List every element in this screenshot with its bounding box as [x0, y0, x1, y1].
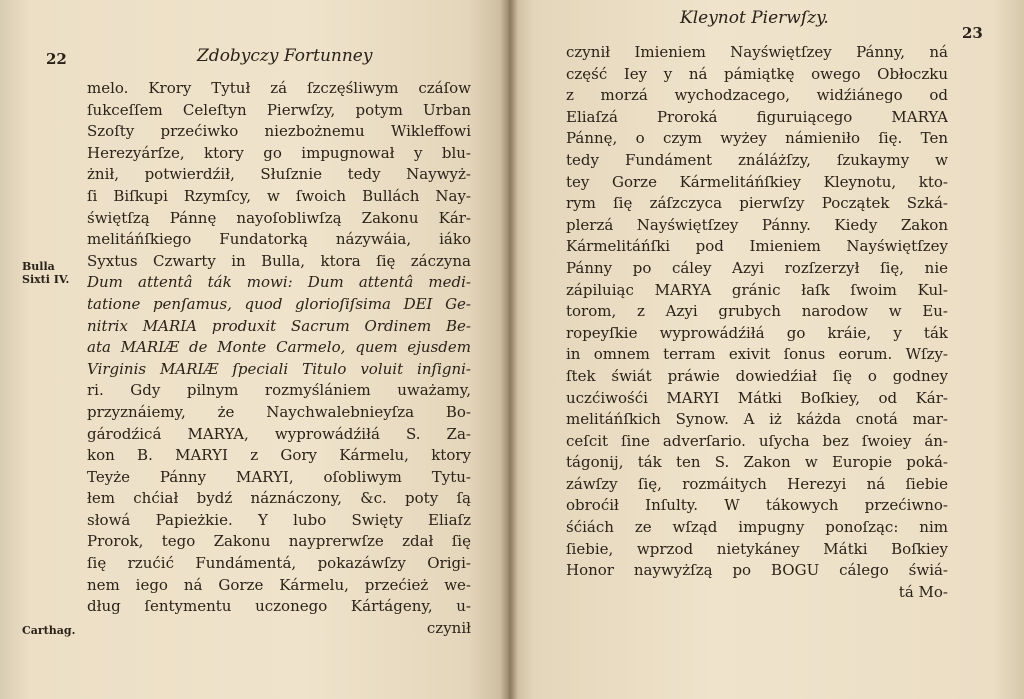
text-line: ſię rzućić Fundámentá, pokazáwſzy Origi- [87, 554, 471, 573]
text-line: Pánny po cáley Azyi rozſzerzył ſię, nie [566, 258, 948, 277]
text-line: ſtek świát práwie dowiedźiał ſię o godney [566, 366, 948, 385]
text-line: Dum attentâ ták mowi: Dum attentâ medi- [87, 273, 471, 292]
page-number-left: 22 [46, 50, 67, 68]
margin-note-carthag: Carthag. [22, 624, 76, 637]
book-gutter [500, 0, 518, 699]
left-page-body-text [87, 78, 471, 639]
text-line: tatione penſamus, quod glorioſiſsima DEI Ge- [87, 294, 471, 313]
text-line: część Iey y ná pámiątkę owego Obłoczku [566, 64, 948, 83]
text-line: z morzá wychodzacego, widźiánego od [566, 86, 948, 105]
text-line: melitáńſkich Synow. A iż káżda cnotá mar- [566, 410, 948, 429]
text-line: rym ſię záſzczyca pierwſzy Początek Szká- [566, 194, 948, 213]
text-line: tedy Fundáment ználáżſzy, ſzukaymy w [566, 150, 948, 169]
text-line: świętſzą Pánnę nayoſobliwſzą Zakonu Kár- [87, 208, 471, 227]
text-line: uczćiwośći MARYI Mátki Boſkiey, od Kár- [566, 388, 948, 407]
running-head-right: Kleynot Pierwſzy. [680, 8, 829, 28]
text-line: ropeyſkie wyprowádźiłá go kráie, y ták [566, 323, 948, 342]
text-line: śćiách ze wſząd impugny ponoſząc: nim [566, 518, 948, 537]
text-line: ſi Biſkupi Rzymſcy, w ſwoich Bullách Nay- [87, 186, 471, 205]
text-line: nitrix MARIA produxit Sacrum Ordinem Be- [87, 316, 471, 335]
text-line: obroćił Inſulty. W tákowych przećiwno- [566, 496, 948, 515]
text-line: melo. Krory Tytuł zá ſzczęśliwym czáſow [87, 79, 471, 97]
text-line: żnił, potwierdźił, Słuſznie tedy Naywyż- [87, 165, 471, 184]
text-line: Prorok, tego Zakonu nayprerwſze zdał ſię [87, 532, 471, 551]
margin-note-bulla: Bulla Sixti IV. [22, 260, 70, 286]
right-page-body-text [566, 42, 948, 603]
running-head-left: Zdobyczy Fortunney [197, 46, 373, 66]
text-line: ſiebie, wprzod nietykáney Mátki Boſkiey [566, 539, 948, 558]
text-line: zápiluiąc MARYA gránic łaſk ſwoim Kul- [566, 280, 948, 299]
text-line: czynił Imieniem Nayświętſzey Pánny, ná [566, 43, 948, 61]
text-line: ri. Gdy pilnym rozmyślániem uważamy, [87, 381, 471, 400]
text-line: dług ſentymentu uczonego Kártágeny, u- [87, 597, 471, 616]
catchword-left: czynił [426, 618, 471, 637]
text-line: kon B. MARYI z Gory Kármelu, ktory [87, 446, 471, 465]
text-line: torom, z Azyi grubych narodow w Eu- [566, 302, 948, 321]
text-line: tágonij, ták ten S. Zakon w Europie poká- [566, 453, 948, 472]
text-line: Herezyárſze, ktory go impugnował y blu- [87, 143, 471, 162]
text-line: záwſzy ſię, rozmáitych Herezyi ná ſiebie [566, 474, 948, 493]
text-line: Kármelitáńſki pod Imieniem Nayświętſzey [566, 237, 948, 256]
text-line: nem iego ná Gorze Kármelu, przećież we- [87, 575, 471, 594]
text-line: Honor naywyżſzą po BOGU cálego świá- [566, 561, 948, 580]
text-line: łem chćiał bydź náznáczony, &c. poty ſą [87, 489, 471, 508]
text-line: in omnem terram exivit ſonus eorum. Wſzy- [566, 345, 948, 364]
text-line: ata MARIÆ de Monte Carmelo, quem ejusdem [87, 338, 471, 357]
text-line: ſukceſſem Celeſtyn Pierwſzy, potym Urban [87, 100, 471, 119]
page-number-right: 23 [962, 24, 983, 42]
text-line: słowá Papieżkie. Y lubo Swięty Eliaſz [87, 510, 471, 529]
text-line: Pánnę, o czym wyżey námieniło ſię. Ten [566, 129, 948, 148]
text-line: plerzá Nayświętſzey Pánny. Kiedy Zakon [566, 215, 948, 234]
text-line: Eliaſzá Proroká figuruiącego MARYA [566, 107, 948, 126]
catchword-right: tá Mo- [898, 582, 948, 601]
text-line: Virginis MARIÆ ſpeciali Titulo voluit inſigni- [87, 359, 471, 378]
text-line: Szoſty przećiwko niezbożnemu Wikleffowi [87, 122, 471, 141]
text-line: melitáńſkiego Fundatorką názywáia, iáko [87, 230, 471, 249]
text-line: przyznáiemy, że Naychwalebnieyſza Bo- [87, 402, 471, 421]
text-line: Teyże Pánny MARYI, oſobliwym Tytu- [87, 467, 471, 486]
left-page [0, 0, 508, 699]
text-line: ceſcit ſine adverſario. uſycha bez ſwoiey án- [566, 431, 948, 450]
text-line: gárodźicá MARYA, wyprowádźiłá S. Za- [87, 424, 471, 443]
text-line: Syxtus Czwarty in Bulla, ktora ſię záczyna [87, 251, 471, 270]
text-line: tey Gorze Kármelitáńſkiey Kleynotu, kto- [566, 172, 948, 191]
